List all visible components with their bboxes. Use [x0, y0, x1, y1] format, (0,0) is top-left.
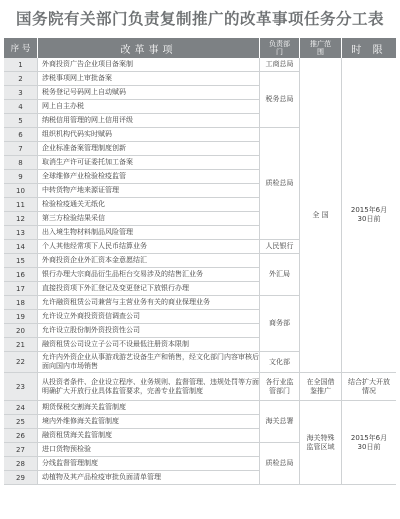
responsible-dept: 质检总局	[260, 128, 300, 240]
reform-item: 个人其他经常项下人民币结算业务	[38, 240, 260, 254]
reform-item: 进口货物预检验	[38, 443, 260, 457]
reform-item: 从投资者条件、企业设立程序、业务规则、监督管理、违规处罚等方面明确扩大开放行业具体监管要求，完善专业监管制度	[38, 373, 260, 401]
time-limit: 2015年6月30日前	[342, 401, 396, 485]
row-number: 16	[4, 268, 38, 282]
header-item: 改革事项	[38, 38, 260, 58]
responsible-dept: 人民银行	[260, 240, 300, 254]
promotion-scope: 全 国	[300, 58, 342, 373]
row-number: 26	[4, 429, 38, 443]
page-title: 国务院有关部门负责复制推广的改革事项任务分工表	[15, 10, 384, 28]
reform-item: 允许设立外商投资资信调查公司	[38, 310, 260, 324]
row-number: 6	[4, 128, 38, 142]
row-number: 24	[4, 401, 38, 415]
row-number: 11	[4, 198, 38, 212]
row-number: 27	[4, 443, 38, 457]
reform-item: 直接投资项下外汇登记及变更登记下放银行办理	[38, 282, 260, 296]
reform-item: 融资租赁海关监管制度	[38, 429, 260, 443]
responsible-dept: 海关总署	[260, 401, 300, 443]
reform-item: 涉税事项网上审批备案	[38, 72, 260, 86]
row-number: 25	[4, 415, 38, 429]
responsible-dept: 商务部	[260, 296, 300, 352]
row-number: 4	[4, 100, 38, 114]
row-number: 13	[4, 226, 38, 240]
task-table	[4, 38, 396, 515]
responsible-dept: 质检总局	[260, 443, 300, 485]
header-time: 时 限	[342, 38, 396, 58]
row-number: 9	[4, 170, 38, 184]
reform-item: 动植物及其产品检疫审批负面清单管理	[38, 471, 260, 485]
reform-item: 银行办理大宗商品衍生品柜台交易涉及的结售汇业务	[38, 268, 260, 282]
responsible-dept: 工商总局	[260, 58, 300, 72]
reform-item: 纳税信用管理的网上信用评级	[38, 114, 260, 128]
reform-item: 网上自主办税	[38, 100, 260, 114]
header-no: 序 号	[4, 38, 38, 58]
row-number: 17	[4, 282, 38, 296]
responsible-dept: 外汇局	[260, 254, 300, 296]
header-scope: 推广范围	[300, 38, 342, 58]
row-number: 1	[4, 58, 38, 72]
row-number: 20	[4, 324, 38, 338]
reform-item: 外商投资广告企业项目备案制	[38, 58, 260, 72]
row-number: 10	[4, 184, 38, 198]
row-number: 14	[4, 240, 38, 254]
reform-item: 融资租赁公司设立子公司不设最低注册资本限制	[38, 338, 260, 352]
reform-item: 企业标准备案管理制度创新	[38, 142, 260, 156]
reform-item: 出入境生物材料制品风险管理	[38, 226, 260, 240]
promotion-scope: 在全国借鉴推广	[300, 373, 342, 401]
row-number: 2	[4, 72, 38, 86]
row-number: 5	[4, 114, 38, 128]
reform-item: 允许内外资企业从事游戏游艺设备生产和销售，经文化部门内容审核后面向国内市场销售	[38, 352, 260, 373]
reform-item: 第三方检验结果采信	[38, 212, 260, 226]
row-number: 18	[4, 296, 38, 310]
reform-item: 境内外维修海关监管制度	[38, 415, 260, 429]
time-limit: 结合扩大开放情况	[342, 373, 396, 401]
reform-item: 税务登记号码网上自动赋码	[38, 86, 260, 100]
reform-item: 允许融资租赁公司兼营与主营业务有关的商业保理业务	[38, 296, 260, 310]
responsible-dept: 各行业监管部门	[260, 373, 300, 401]
reform-item: 中转货物产地来源证管理	[38, 184, 260, 198]
row-number: 8	[4, 156, 38, 170]
header-dept: 负责部门	[260, 38, 300, 58]
time-limit: 2015年6月30日前	[342, 58, 396, 373]
row-number: 29	[4, 471, 38, 485]
row-number: 19	[4, 310, 38, 324]
responsible-dept: 税务总局	[260, 72, 300, 128]
reform-item: 分线监督管理制度	[38, 457, 260, 471]
reform-item: 期货保税交割海关监管制度	[38, 401, 260, 415]
reform-item: 允许设立股份制外资投资性公司	[38, 324, 260, 338]
row-number: 15	[4, 254, 38, 268]
responsible-dept: 文化部	[260, 352, 300, 373]
row-number: 7	[4, 142, 38, 156]
row-number: 21	[4, 338, 38, 352]
row-number: 23	[4, 373, 38, 401]
row-number: 12	[4, 212, 38, 226]
reform-item: 检验检疫通关无纸化	[38, 198, 260, 212]
row-number: 3	[4, 86, 38, 100]
reform-item: 取消生产许可证委托加工备案	[38, 156, 260, 170]
row-number: 22	[4, 352, 38, 373]
reform-item: 外商投资企业外汇资本金意愿结汇	[38, 254, 260, 268]
promotion-scope: 海关特殊监管区域	[300, 401, 342, 485]
reform-item: 组织机构代码实时赋码	[38, 128, 260, 142]
reform-item: 全球维修产业检验检疫监管	[38, 170, 260, 184]
row-number: 28	[4, 457, 38, 471]
